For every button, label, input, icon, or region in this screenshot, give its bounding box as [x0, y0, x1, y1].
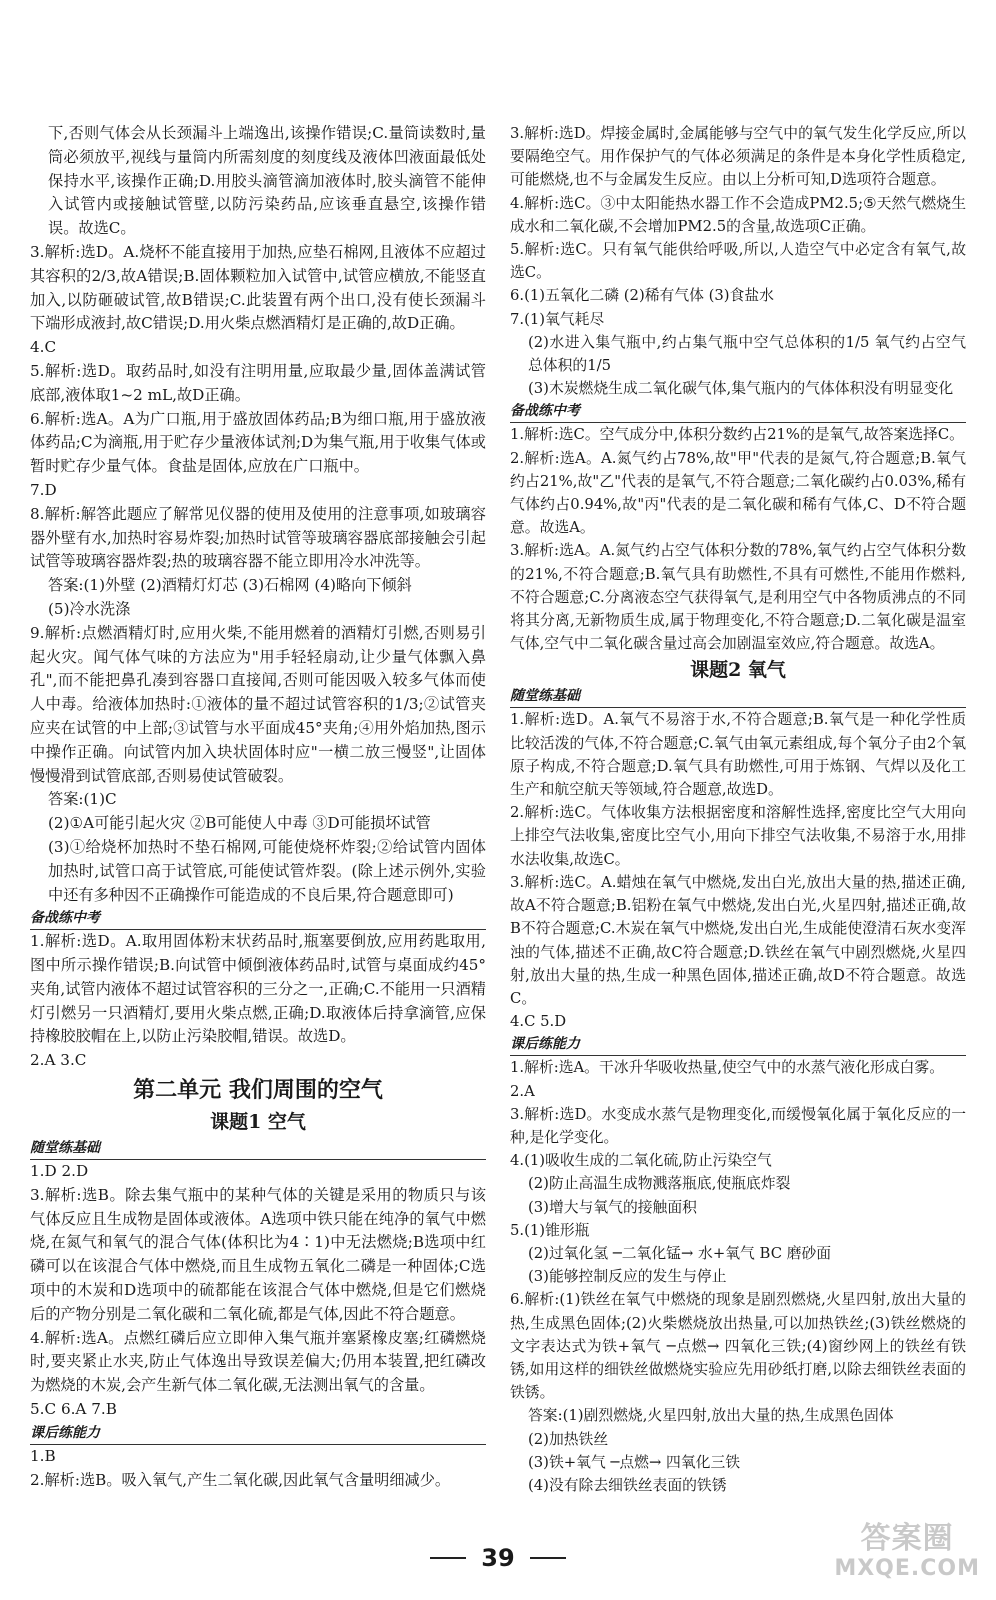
answer-paragraph: 1.解析:选D。A.氧气不易溶于水,不符合题意;B.氧气是一种化学性质比较活泼的气体,不符合题意;C.氧气由氧元素组成,每个氧分子由2个氧原子构成,不符合题意;D.氧气具有助燃性,可用于炼钢、气焊以及化工生产和航空航天等领域,符合题意,故选D。 [510, 711, 966, 799]
answer-paragraph: 1.解析:选A。干冰升华吸收热量,使空气中的水蒸气液化形成白雾。 [510, 1059, 945, 1077]
watermark-line1: 答案圈 [860, 1521, 954, 1556]
answer-paragraph: 4.C [30, 338, 57, 357]
answer-paragraph: 3.解析:选C。A.蜡烛在氧气中燃烧,发出白光,放出大量的热,描述正确,故A不符合题意;B.铝粉在氧气中燃烧,发出白光,火星四射,描述正确,故B不符合题意;C.木炭在氧气中燃烧,发出白光,生成能使澄清石灰水变浑浊的气体,描述不正确,故C符合题意;D.铁丝在氧气中剧烈燃烧,火星四射,放出大量的热,生成一种黑色固体,描述正确,故D不符合题意。故选C。 [510, 873, 966, 1007]
answer-paragraph: (2)①A可能引起火灾 ②B可能使人中毒 ③D可能损坏试管 [48, 814, 431, 833]
answer-paragraph: 1.解析:选C。空气成分中,体积分数约占21%的是氧气,故答案选择C。 [510, 426, 964, 444]
answer-paragraph: 下,否则气体会从长颈漏斗上端逸出,该操作错误;C.量筒读数时,量筒必须放平,视线与量筒内所需刻度的刻度线及液体凹液面最低处保持水平,该操作正确;D.用胶头滴管滴加液体时,胶头滴管不能伸入试管内或接触试管壁,以防污染药品,应该垂直悬空,该操作错误。故选C。 [48, 124, 486, 238]
answer-paragraph: (3)木炭燃烧生成二氧化碳气体,集气瓶内的气体体积没有明显变化 [528, 380, 954, 398]
watermark-line2: MXQE.COM [834, 1556, 980, 1581]
answer-paragraph: 4.C 5.D [510, 1013, 567, 1031]
answer-paragraph: 答案:(1)剧烈燃烧,火星四射,放出大量的热,生成黑色固体 [528, 1407, 894, 1425]
answer-paragraph: 1.B [30, 1446, 56, 1465]
answer-paragraph: 答案:(1)外壁 (2)酒精灯灯芯 (3)石棉网 (4)略向下倾斜 [48, 576, 412, 595]
answer-paragraph: 3.解析:选D。A.烧杯不能直接用于加热,应垫石棉网,且液体不应超过其容积的2/3,故A错误;B.固体颗粒加入试管中,试管应横放,不能竖直加入,以防砸破试管,故B错误;C.此装置有两个出口,没有使长颈漏斗下端形成液封,故C错误;D.用火柴点燃酒精灯是正确的,故D正确。 [30, 242, 486, 333]
answer-paragraph: (3)能够控制反应的发生与停止 [528, 1268, 727, 1286]
section-label: 备战练中考 [510, 400, 966, 423]
answer-paragraph: 3.解析:选D。焊接金属时,金属能够与空气中的氧气发生化学反应,所以要隔绝空气。用作保护气的气体必须满足的条件是本身化学性质稳定,可能燃烧,也不与金属发生反应。由以上分析可知,D选项符合题意。 [510, 125, 966, 189]
left-column [30, 122, 486, 1492]
answer-paragraph: 答案:(1)C [48, 790, 117, 809]
answer-paragraph: 2.解析:选A。A.氮气约占78%,故"甲"代表的是氮气,符合题意;B.氧气约占21%,故"乙"代表的是氧气,不符合题意;二氧化碳约占0.03%,稀有气体约占0.94%,故"丙"代表的是二氧化碳和稀有气体,C、D不符合题意。故选A。 [510, 449, 966, 537]
answer-paragraph: 1.D 2.D [30, 1162, 89, 1181]
page-number: 39 [481, 1544, 515, 1572]
answer-paragraph: (2)防止高温生成物溅落瓶底,使瓶底炸裂 [528, 1175, 791, 1193]
unit-heading: 第二单元 我们周围的空气 [133, 1077, 383, 1104]
footer-dash-left [430, 1557, 466, 1559]
answer-paragraph: 7.D [30, 480, 57, 499]
answer-paragraph: 4.解析:选A。点燃红磷后应立即伸入集气瓶并塞紧橡皮塞;红磷燃烧时,要夹紧止水夹,防止气体逸出导致误差偏大;仍用本装置,把红磷改为燃烧的木炭,会产生新气体二氧化碳,无法测出氧气的含量。 [30, 1328, 486, 1395]
answer-paragraph: (4)没有除去细铁丝表面的铁锈 [528, 1476, 727, 1494]
section-label: 备战练中考 [30, 907, 486, 930]
answer-paragraph: 1.解析:选D。A.取用固体粉末状药品时,瓶塞要倒放,应用药匙取用,图中所示操作错误;B.向试管中倾倒液体药品时,试管与桌面成约45°夹角,试管内液体不超过试管容积的三分之一,正确;C.不能用一只酒精灯引燃另一只酒精灯,要用火柴点燃,正确;D.取液体后持拿滴管,应保持橡胶胶帽在上,以防止污染胶帽,错误。故选D。 [30, 932, 486, 1046]
section-label: 课后练能力 [510, 1033, 966, 1056]
answer-paragraph: (3)铁+氧气 ─点燃→ 四氧化三铁 [528, 1453, 741, 1471]
answer-paragraph: 3.解析:选A。A.氮气约占空气体积分数的78%,氧气约占空气体积分数的21%,不符合题意;B.氧气具有助燃性,不具有可燃性,不能用作燃料,不符合题意;C.分离液态空气获得氧气,是利用空气中各物质沸点的不同将其分离,无新物质生成,属于物理变化,不符合题意;D.二氧化碳是温室气体,空气中二氧化碳含量过高会加剧温室效应,符合题意。故选A。 [510, 542, 966, 653]
right-column [510, 122, 966, 1497]
answer-paragraph: 8.解析:解答此题应了解常见仪器的使用及使用的注意事项,如玻璃容器外壁有水,加热时容易炸裂;加热时试管等玻璃容器底部接触会引起试管等玻璃容器炸裂;热的玻璃容器不能立即用冷水冲洗等。 [30, 504, 486, 571]
section-label: 随堂练基础 [30, 1137, 486, 1160]
topic-heading: 课题2 氧气 [690, 659, 786, 682]
answer-paragraph: 4.(1)吸收生成的二氧化硫,防止污染空气 [510, 1152, 772, 1170]
answer-paragraph: (3)增大与氧气的接触面积 [528, 1198, 697, 1216]
answer-paragraph: 3.解析:选B。除去集气瓶中的某种气体的关键是采用的物质只与该气体反应且生成物是固体或液体。A选项中铁只能在纯净的氧气中燃烧,在氮气和氧气的混合气体(体积比为4∶1)中无法燃烧;B选项中红磷可以在该混合气体中燃烧,而且生成物五氧化二磷是一种固体;C选项中的木炭和D选项中的硫都能在该混合气体中燃烧,但是它们燃烧后的产物分别是二氧化碳和二氧化硫,都是气体,因此不符合题意。 [30, 1185, 486, 1323]
answer-paragraph: 6.(1)五氧化二磷 (2)稀有气体 (3)食盐水 [510, 287, 774, 305]
answer-paragraph: 2.A [510, 1082, 535, 1100]
section-label: 课后练能力 [30, 1422, 486, 1445]
answer-paragraph: 5.解析:选D。取药品时,如没有注明用量,应取最少量,固体盖满试管底部,液体取1~2 mL,故D正确。 [30, 361, 486, 404]
answer-paragraph: (5)冷水洗涤 [48, 599, 131, 618]
answer-paragraph: (2)水进入集气瓶中,约占集气瓶中空气总体积的1/5 氧气约占空气总体积的1/5 [528, 333, 966, 375]
answer-paragraph: 2.解析:选B。吸入氧气,产生二氧化碳,因此氧气含量明细减少。 [30, 1470, 451, 1489]
topic-heading: 课题1 空气 [210, 1111, 306, 1134]
answer-paragraph: (2)加热铁丝 [528, 1430, 609, 1448]
answer-paragraph: 5.解析:选C。只有氧气能供给呼吸,所以,人造空气中必定含有氧气,故选C。 [510, 241, 966, 282]
answer-paragraph: 3.解析:选D。水变成水蒸气是物理变化,而缓慢氧化属于氧化反应的一种,是化学变化。 [510, 1105, 966, 1146]
answer-paragraph: 4.解析:选C。③中太阳能热水器工作不会造成PM2.5;⑤天然气燃烧生成水和二氧化碳,不会增加PM2.5的含量,故选项C正确。 [510, 194, 966, 235]
answer-paragraph: 9.解析:点燃酒精灯时,应用火柴,不能用燃着的酒精灯引燃,否则易引起火灾。闻气体气味的方法应为"用手轻轻扇动,让少量气体飘入鼻孔",而不能把鼻孔凑到容器口直接闻,否则可能因吸入较多气体而使人中毒。给液体加热时:①液体的量不超过试管容积的1/3;②试管夹应夹在试管的中上部;③试管与水平面成45°夹角;④用外焰加热,图示中操作正确。向试管内加入块状固体时应"一横二放三慢竖",让固体慢慢滑到试管底部,否则易使试管破裂。 [30, 623, 486, 785]
answer-paragraph: 2.A 3.C [30, 1051, 87, 1070]
watermark-logo [834, 1521, 980, 1584]
answer-paragraph: (2)过氧化氢 ─二氧化锰→ 水+氧气 BC 磨砂面 [528, 1244, 832, 1262]
answer-paragraph: 5.C 6.A 7.B [30, 1400, 117, 1419]
answer-paragraph: (3)①给烧杯加热时不垫石棉网,可能使烧杯炸裂;②给试管内固体加热时,试管口高于试管底,可能使试管炸裂。(除上述示例外,实验中还有多种因不正确操作可能造成的不良后果,符合题意即可) [48, 837, 486, 904]
footer-dash-right [530, 1557, 566, 1559]
answer-paragraph: 6.解析:(1)铁丝在氧气中燃烧的现象是剧烈燃烧,火星四射,放出大量的热,生成黑色固体;(2)火柴燃烧放出热量,可以加热铁丝;(3)铁丝燃烧的文字表达式为铁+氧气 ─点燃→ 四氧化三铁;(4)窗纱网上的铁丝有铁锈,如用这样的细铁丝做燃烧实验应先用砂纸打磨,以除去细铁丝表面的铁锈。 [510, 1291, 966, 1402]
answer-paragraph: 2.解析:选C。气体收集方法根据密度和溶解性选择,密度比空气大用向上排空气法收集,密度比空气小,用向下排空气法收集,不易溶于水,用排水法收集,故选C。 [510, 804, 966, 868]
section-label: 随堂练基础 [510, 685, 966, 708]
answer-paragraph: 6.解析:选A。A为广口瓶,用于盛放固体药品;B为细口瓶,用于盛放液体药品;C为滴瓶,用于贮存少量液体试剂;D为集气瓶,用于收集气体或暂时贮存少量气体。食盐是固体,应放在广口瓶中。 [30, 409, 486, 476]
answer-paragraph: 5.(1)锥形瓶 [510, 1221, 590, 1239]
answer-paragraph: 7.(1)氧气耗尽 [510, 310, 605, 328]
